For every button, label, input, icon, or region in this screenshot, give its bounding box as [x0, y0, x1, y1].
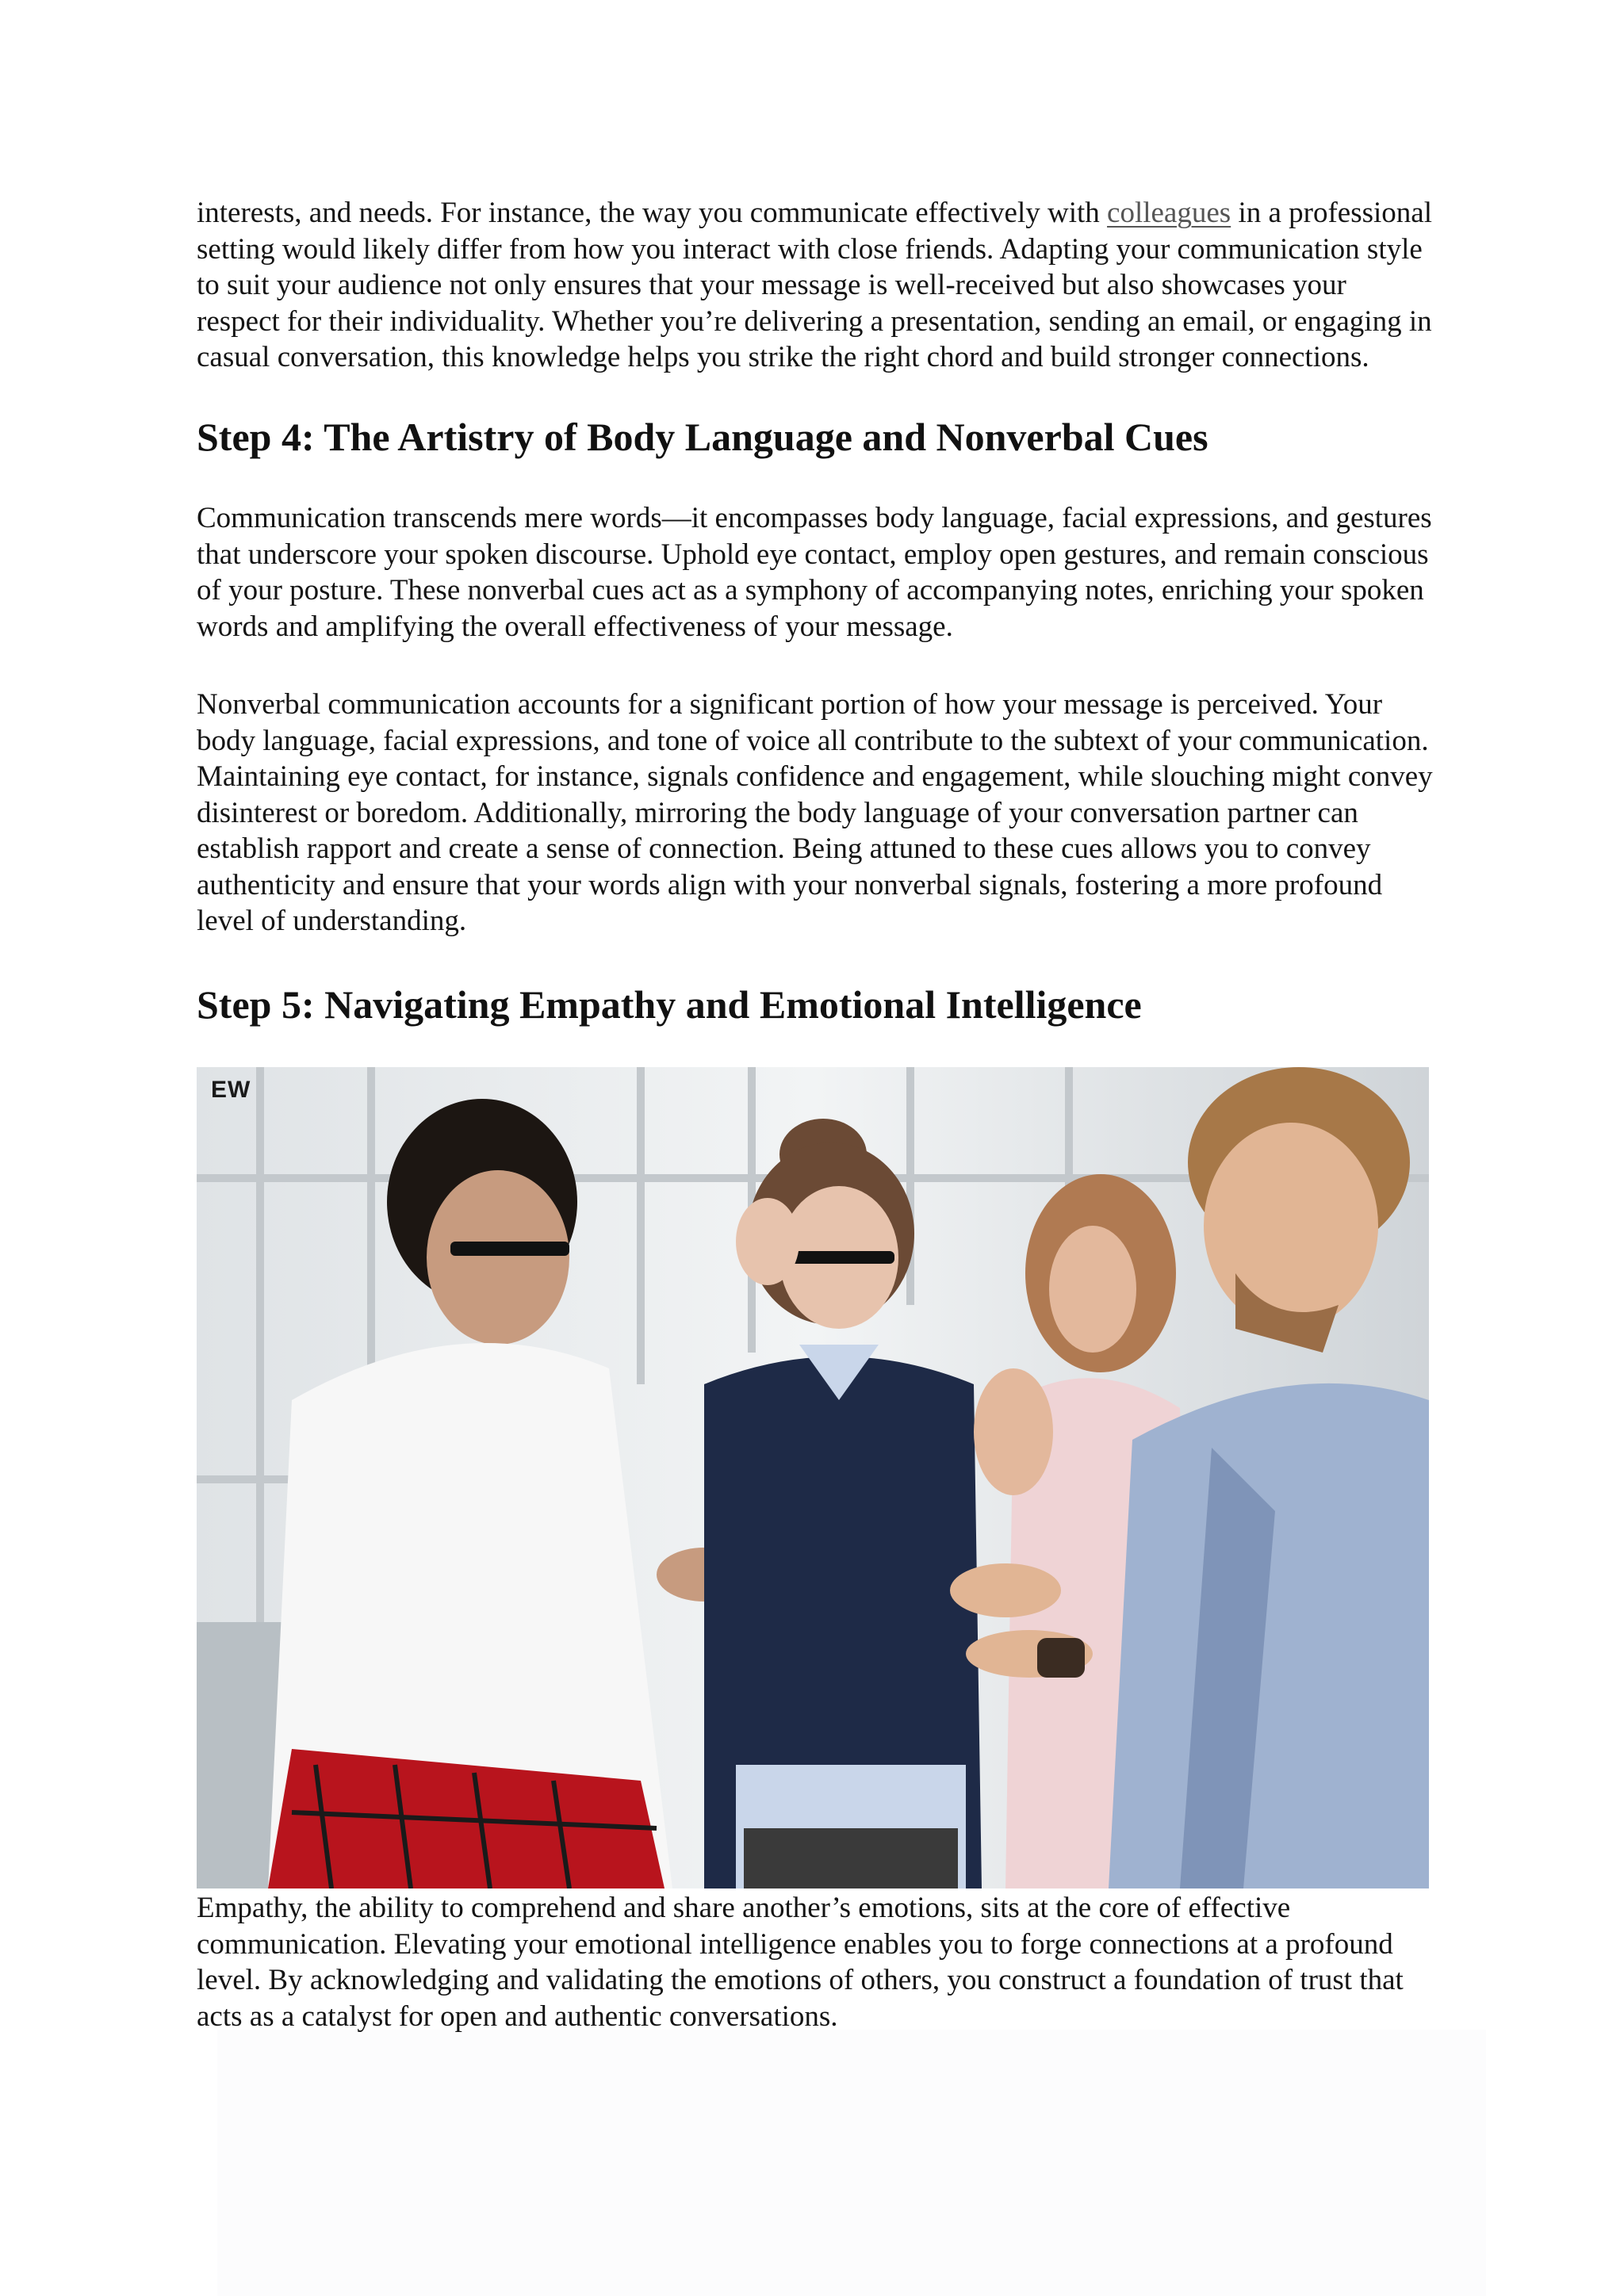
step4-heading: Step 4: The Artistry of Body Language and Nonverbal Cues [197, 415, 1208, 459]
page-background-tint [217, 2030, 1486, 2296]
photo-illustration [197, 1067, 1429, 1888]
step5-paragraph-1: Empathy, the ability to comprehend and share another’s emotions, sits at the core of effective communication. Elevating your emotional intelligence enables you to forge connections at a profound level. By acknowledging and validating the emotions of others, you construct a foundation of trust that acts as a catalyst for open and authentic conversations. [197, 1892, 1404, 2033]
step4-paragraph-1: Communication transcends mere words—it encompasses body language, facial expressions, and gestures that underscore your spoken discourse. Uphold eye contact, employ open gestures, and remain conscious of your posture. These nonverbal cues act as a symphony of accompanying notes, enriching your spoken words and amplifying the overall effectiveness of your message. [197, 502, 1432, 643]
intro-text-after-link: in a professional setting would likely differ from how you interact with close friends. Adapting your communication style to suit your audience not only ensures that your message is well-received but also showcases your respect for their individuality. Whether you’re delivering a presentation, sending an email, or engaging in casual conversation, this knowledge helps you strike the right chord and build stronger connections. [197, 197, 1432, 373]
intro-text-before-link: interests, and needs. For instance, the way you communicate effectively with [197, 197, 1108, 229]
empathy-group-photo [197, 1067, 1429, 1888]
step4-paragraph-2: Nonverbal communication accounts for a significant portion of how your message is perceived. Your body language, facial expressions, and tone of voice all contribute to the subtext of your communication. Maintaining eye contact, for instance, signals confidence and engagement, while slouching might convey disinterest or boredom. Additionally, mirroring the body language of your conversation partner can establish rapport and create a sense of connection. Being attuned to these cues allows you to convey authenticity and ensure that your words align with your nonverbal signals, fostering a more profound level of understanding. [197, 688, 1433, 937]
colleagues-link[interactable]: colleagues [1107, 197, 1231, 229]
ew-logo: EW [211, 1077, 251, 1103]
intro-paragraph [197, 195, 1434, 376]
step5-heading: Step 5: Navigating Empathy and Emotional Intelligence [197, 982, 1142, 1027]
